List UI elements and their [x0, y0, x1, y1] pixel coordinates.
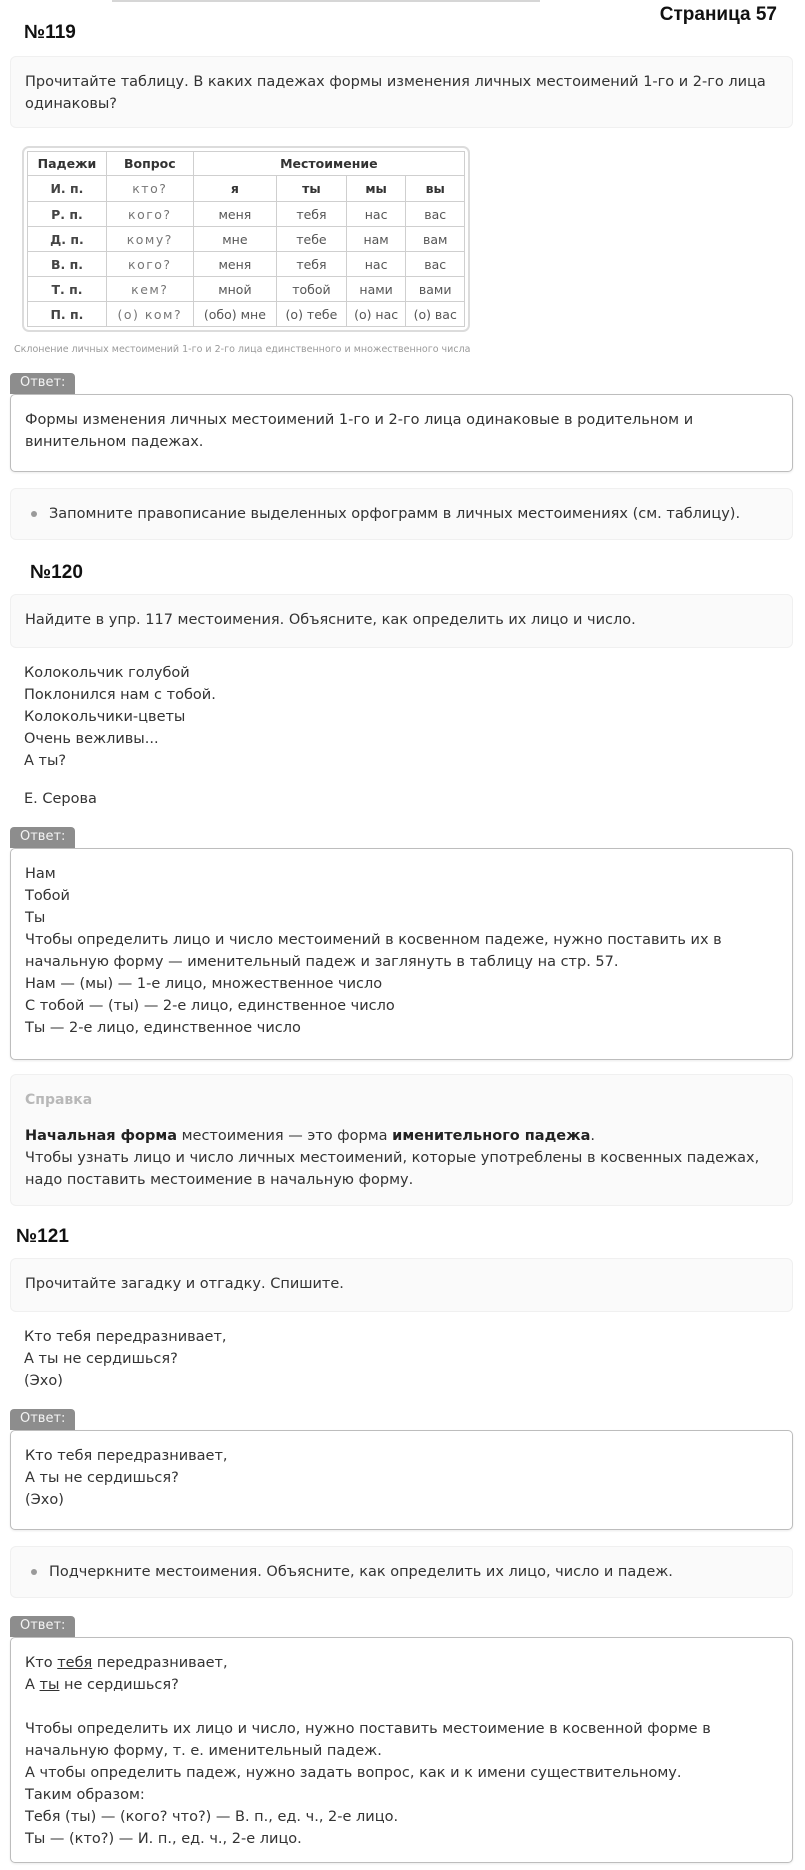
table-cell: тобой	[277, 277, 347, 302]
exercise-number-121: №121	[16, 1226, 69, 1247]
answer-label-121: Ответ:	[10, 1409, 75, 1430]
underlined-pronoun: ты	[39, 1677, 60, 1693]
poem-line: Поклонился нам с тобой.	[24, 687, 216, 703]
blank-line	[25, 1696, 778, 1718]
answer-line: Ты — (кто?) — И. п., ед. ч., 2-е лицо.	[25, 1831, 302, 1847]
table-header-question: Вопрос	[106, 152, 193, 176]
bullet-task-121: Подчеркните местоимения. Объясните, как определить их лицо, число и падеж.	[10, 1546, 793, 1598]
table-cell-case: П. п.	[28, 302, 107, 327]
answer-121	[10, 1430, 793, 1530]
table-cell: тебя	[277, 252, 347, 277]
answer-line: А ты не сердишься?	[25, 1470, 179, 1486]
answer-line: Чтобы определить лицо и число местоимений в косвенном падеже, нужно поставить их в начальную форму — именительный падеж и заглянуть в таблицу на стр. 57.	[25, 932, 722, 970]
table-row	[28, 252, 465, 277]
table-caption: Склонение личных местоимений 1-го и 2-го лица единственного и множественного числа	[14, 344, 471, 355]
answer-line	[25, 1674, 778, 1696]
table-header-case: Падежи	[28, 152, 107, 176]
answer-line: Таким образом:	[25, 1787, 145, 1803]
table-cell: меня	[193, 202, 276, 227]
table-cell: (о) тебе	[277, 302, 347, 327]
table-subheader: ты	[277, 176, 347, 202]
table-cell-case: Т. п.	[28, 277, 107, 302]
answer-label-121b: Ответ:	[10, 1616, 75, 1637]
table-cell: вами	[406, 277, 465, 302]
answer-119: Формы изменения личных местоимений 1-го и 2-го лица одинаковые в родительном и винительном падежах.	[10, 394, 793, 472]
answer-line: Чтобы определить их лицо и число, нужно поставить местоимение в косвенной форме в начальную форму, т. е. именительный падеж.	[25, 1721, 711, 1759]
declension-table	[27, 151, 465, 327]
table-cell: тебя	[277, 202, 347, 227]
poem-line: Колокольчик голубой	[24, 665, 190, 681]
answer-line: Тобой	[25, 888, 70, 904]
riddle-line: Кто тебя передразнивает,	[24, 1329, 227, 1345]
table-row	[28, 302, 465, 327]
answer-line	[25, 1652, 778, 1674]
task-120: Найдите в упр. 117 местоимения. Объясните, как определить их лицо и число.	[10, 594, 793, 648]
riddle-line: А ты не сердишься?	[24, 1351, 178, 1367]
exercise-number-120: №120	[30, 562, 83, 583]
riddle-121	[24, 1326, 227, 1392]
table-cell: нам	[346, 227, 406, 252]
reference-text: .	[590, 1128, 595, 1144]
text: Кто	[25, 1655, 58, 1671]
table-row	[28, 202, 465, 227]
term-initial-form: Начальная форма	[25, 1128, 177, 1144]
exercise-number-119: №119	[24, 22, 76, 43]
declension-table-image	[22, 146, 470, 332]
answer-label-120: Ответ:	[10, 827, 75, 848]
table-cell-question: (о) ком?	[106, 302, 193, 327]
riddle-line: (Эхо)	[24, 1373, 63, 1389]
answer-120	[10, 848, 793, 1060]
poem-line: Колокольчики-цветы	[24, 709, 186, 725]
table-cell: нас	[346, 202, 406, 227]
table-cell: нас	[346, 252, 406, 277]
table-cell: нами	[346, 277, 406, 302]
answer-line: А чтобы определить падеж, нужно задать вопрос, как и к имени существительному.	[25, 1765, 682, 1781]
table-subheader: я	[193, 176, 276, 202]
table-row	[28, 277, 465, 302]
table-cell-question: кого?	[106, 252, 193, 277]
poem-line: А ты?	[24, 753, 67, 769]
answer-line: Ты — 2-е лицо, единственное число	[25, 1020, 301, 1036]
answer-line: Нам — (мы) — 1-е лицо, множественное число	[25, 976, 383, 992]
table-cell-case: В. п.	[28, 252, 107, 277]
text: А	[25, 1677, 40, 1693]
text: передразнивает,	[92, 1655, 228, 1671]
table-cell: мной	[193, 277, 276, 302]
table-subheader: вы	[406, 176, 465, 202]
table-row	[28, 227, 465, 252]
page-label: Страница 57	[659, 4, 777, 25]
table-header-pronoun: Местоимение	[193, 152, 464, 176]
bullet-task-119: Запомните правописание выделенных орфограмм в личных местоимениях (см. таблицу).	[10, 488, 793, 540]
table-cell-question: кого?	[106, 202, 193, 227]
reference-text-2: Чтобы узнать лицо и число личных местоимений, которые употреблены в косвенных падежах, надо поставить местоимение в начальную форму.	[25, 1150, 760, 1188]
table-cell: тебе	[277, 227, 347, 252]
poem-author: Е. Серова	[24, 791, 97, 807]
table-cell: мне	[193, 227, 276, 252]
underlined-pronoun: тебя	[57, 1655, 93, 1671]
table-cell: (о) нас	[346, 302, 406, 327]
table-cell-case: Р. п.	[28, 202, 107, 227]
answer-line: Ты	[25, 910, 46, 926]
table-cell: (обо) мне	[193, 302, 276, 327]
reference-note	[10, 1074, 793, 1206]
term-nominative: именительного падежа	[392, 1128, 591, 1144]
poem-120	[24, 662, 216, 772]
answer-line: Нам	[25, 866, 56, 882]
answer-line: С тобой — (ты) — 2-е лицо, единственное число	[25, 998, 395, 1014]
table-cell: вас	[406, 252, 465, 277]
table-cell-case: И. п.	[28, 176, 107, 202]
table-cell: (о) вас	[406, 302, 465, 327]
answer-label-119: Ответ:	[10, 373, 75, 394]
table-cell: меня	[193, 252, 276, 277]
table-cell-question: кем?	[106, 277, 193, 302]
table-cell: вам	[406, 227, 465, 252]
poem-line: Очень вежливы...	[24, 731, 159, 747]
text: не сердишься?	[59, 1677, 179, 1693]
answer-line: (Эхо)	[25, 1492, 64, 1508]
table-cell: вас	[406, 202, 465, 227]
answer-line: Тебя (ты) — (кого? что?) — В. п., ед. ч., 2-е лицо.	[25, 1809, 399, 1825]
table-subheader: мы	[346, 176, 406, 202]
reference-title: Справка	[25, 1092, 93, 1108]
table-cell-case: Д. п.	[28, 227, 107, 252]
top-divider	[112, 0, 540, 2]
task-121: Прочитайте загадку и отгадку. Спишите.	[10, 1258, 793, 1312]
task-119: Прочитайте таблицу. В каких падежах формы изменения личных местоимений 1-го и 2-го лица одинаковы?	[10, 56, 793, 128]
table-cell-question: кому?	[106, 227, 193, 252]
answer-121b	[10, 1637, 793, 1863]
reference-text: местоимения — это форма	[176, 1128, 393, 1144]
answer-line: Кто тебя передразнивает,	[25, 1448, 228, 1464]
table-cell-question: кто?	[106, 176, 193, 202]
reference-text-1	[25, 1125, 778, 1147]
